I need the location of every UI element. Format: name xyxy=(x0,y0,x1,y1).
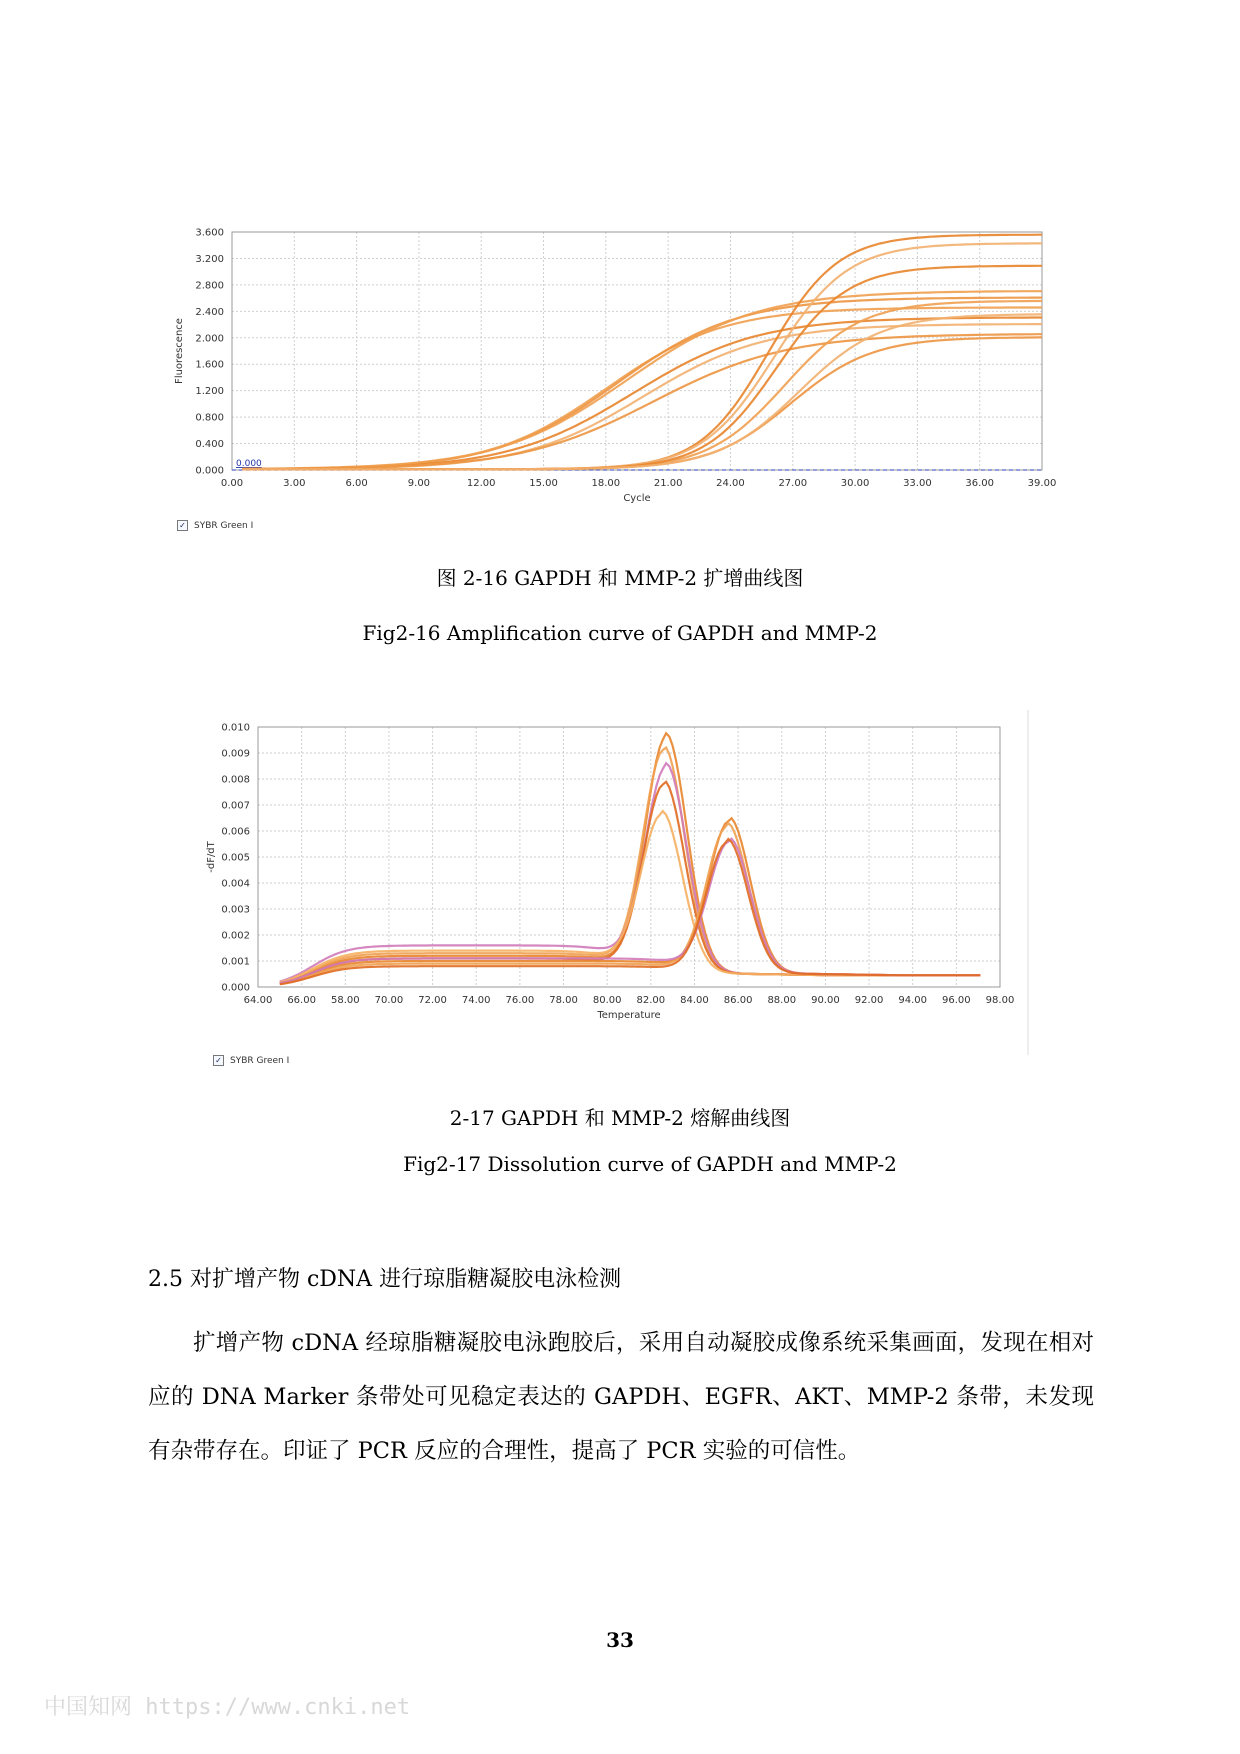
y-tick-label: 0.400 xyxy=(195,439,224,451)
x-tick-label: 82.00 xyxy=(636,995,666,1006)
x-tick-label: 9.00 xyxy=(407,478,431,489)
melting-legend xyxy=(213,1055,289,1066)
y-tick-label: 0.005 xyxy=(221,852,250,864)
x-tick-label: 36.00 xyxy=(965,478,995,489)
x-tick-label: 27.00 xyxy=(778,478,808,489)
x-tick-label: 66.00 xyxy=(287,995,316,1006)
amplification-chart xyxy=(160,220,1060,520)
y-tick-label: 0.000 xyxy=(195,465,224,477)
body-paragraph: 扩增产物 cDNA 经琼脂糖凝胶电泳跑胶后，采用自动凝胶成像系统采集画面，发现在相对应的 DNA Marker 条带处可见稳定表达的 GAPDH、EGFR、AKT、MMP-2 条带，未发现有杂带存在。印证了 PCR 反应的合理性，提高了 PCR 实验的可信性。 xyxy=(148,1330,1094,1464)
y-tick-label: 2.400 xyxy=(195,306,224,318)
y-tick-label: 0.006 xyxy=(221,826,250,838)
x-tick-label: 33.00 xyxy=(903,478,932,489)
x-tick-label: 88.00 xyxy=(767,995,797,1006)
x-tick-label: 94.00 xyxy=(898,995,928,1006)
y-tick-label: 0.001 xyxy=(221,956,250,968)
x-tick-label: 15.00 xyxy=(529,478,558,489)
plot-frame xyxy=(232,232,1042,470)
x-tick-label: 84.00 xyxy=(680,995,709,1006)
x-tick-label: 80.00 xyxy=(592,995,622,1006)
x-tick-label: 92.00 xyxy=(854,995,884,1006)
x-tick-label: 0.00 xyxy=(220,478,244,489)
x-tick-label: 86.00 xyxy=(723,995,753,1006)
x-tick-label: 39.00 xyxy=(1027,478,1057,489)
x-tick-label: 74.00 xyxy=(461,995,491,1006)
x-tick-label: 96.00 xyxy=(942,995,971,1006)
fig16-caption-cn: 图 2-16 GAPDH 和 MMP-2 扩增曲线图 xyxy=(436,566,804,590)
y-axis-label: -dF/dT xyxy=(206,841,217,873)
melting-series-line xyxy=(280,748,981,983)
x-tick-label: 78.00 xyxy=(549,995,578,1006)
amplification-series-line xyxy=(242,324,1042,469)
fig16-caption-en: Fig2-16 Amplification curve of GAPDH and MMP-2 xyxy=(362,621,878,645)
x-tick-label: 24.00 xyxy=(716,478,745,489)
x-tick-label: 6.00 xyxy=(345,478,368,489)
x-tick-label: 76.00 xyxy=(505,995,535,1006)
threshold-label: 0.000 xyxy=(236,459,262,469)
y-tick-label: 0.003 xyxy=(221,904,250,916)
y-tick-label: 1.200 xyxy=(195,386,224,398)
amplification-series-line xyxy=(242,314,1042,469)
y-tick-label: 3.600 xyxy=(195,227,224,239)
y-tick-label: 0.004 xyxy=(221,878,250,890)
x-tick-label: 3.00 xyxy=(283,478,306,489)
x-axis-label: Temperature xyxy=(597,1010,661,1021)
fig17-caption-cn: 2-17 GAPDH 和 MMP-2 熔解曲线图 xyxy=(449,1106,791,1130)
amplification-series-line xyxy=(242,318,1042,470)
watermark: 中国知网 https://www.cnki.net xyxy=(44,1695,411,1720)
x-tick-label: 70.00 xyxy=(374,995,404,1006)
y-tick-label: 0.008 xyxy=(221,774,250,786)
x-tick-label: 58.00 xyxy=(330,995,360,1006)
amplification-chart-svg xyxy=(160,220,1060,520)
melting-series-line xyxy=(280,763,981,981)
y-tick-label: 0.007 xyxy=(221,800,250,812)
y-axis-label: Fluorescence xyxy=(174,318,185,384)
x-tick-label: 18.00 xyxy=(591,478,621,489)
x-tick-label: 90.00 xyxy=(811,995,840,1006)
melting-chart-svg xyxy=(200,710,1100,1060)
y-tick-label: 2.000 xyxy=(195,333,224,345)
amplification-series-line xyxy=(242,337,1042,469)
x-tick-label: 30.00 xyxy=(840,478,870,489)
y-tick-label: 2.800 xyxy=(195,280,224,292)
y-tick-label: 1.600 xyxy=(195,359,224,371)
x-axis-label: Cycle xyxy=(623,493,651,504)
amplification-series-line xyxy=(242,243,1042,469)
y-tick-label: 3.200 xyxy=(195,253,224,265)
checkbox-icon[interactable]: ✓ xyxy=(177,520,188,531)
section-heading: 2.5 对扩增产物 cDNA 进行琼脂糖凝胶电泳检测 xyxy=(148,1267,622,1292)
y-tick-label: 0.000 xyxy=(221,982,250,994)
x-tick-label: 72.00 xyxy=(418,995,447,1006)
amplification-series-line xyxy=(242,266,1042,470)
page-number: 33 xyxy=(606,1628,634,1652)
y-tick-label: 0.800 xyxy=(195,412,224,424)
amplification-series-line xyxy=(242,334,1042,469)
y-tick-label: 0.002 xyxy=(221,930,250,942)
checkbox-icon[interactable]: ✓ xyxy=(213,1055,224,1066)
x-tick-label: 64.00 xyxy=(243,995,273,1006)
x-tick-label: 12.00 xyxy=(466,478,496,489)
amplification-series-line xyxy=(242,298,1042,469)
legend-label: SYBR Green I xyxy=(194,520,254,531)
melting-chart xyxy=(200,710,1100,1060)
x-tick-label: 98.00 xyxy=(985,995,1015,1006)
fig17-caption-en: Fig2-17 Dissolution curve of GAPDH and MMP-2 xyxy=(403,1152,897,1176)
y-tick-label: 0.010 xyxy=(221,722,250,734)
x-tick-label: 21.00 xyxy=(653,478,683,489)
legend-label: SYBR Green I xyxy=(230,1055,290,1066)
y-tick-label: 0.009 xyxy=(221,748,250,760)
amplification-legend xyxy=(177,520,253,531)
